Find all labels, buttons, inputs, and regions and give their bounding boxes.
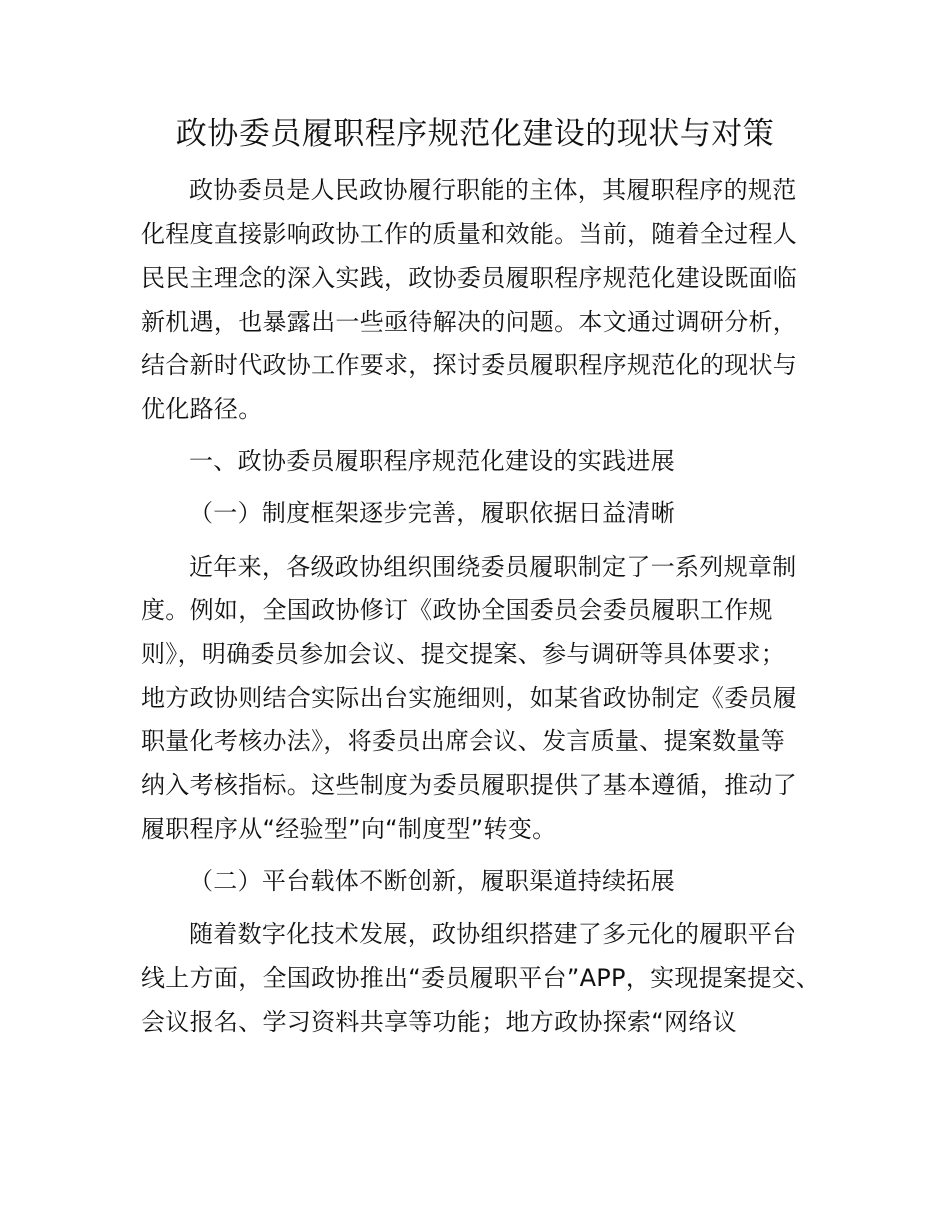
text-line: 民民主理念的深入实践，政协委员履职程序规范化建设既面临 — [141, 264, 798, 292]
subsection-heading: （二）平台载体不断创新，履职渠道持续拓展 — [189, 867, 675, 895]
document-title: 政协委员履职程序规范化建设的现状与对策 — [175, 116, 775, 152]
subsection-heading: （一）制度框架逐步完善，履职依据日益清晰 — [189, 499, 675, 527]
text-line: 会议报名、学习资料共享等功能；地方政协探索“网络议 — [141, 1008, 737, 1036]
text-line: 结合新时代政协工作要求，探讨委员履职程序规范化的现状与 — [141, 351, 798, 379]
text-line: 则》，明确委员参加会议、提交提案、参与调研等具体要求； — [141, 640, 786, 668]
text-line: 履职程序从“经验型”向“制度型”转变。 — [141, 815, 557, 843]
text-line: 优化路径。 — [141, 395, 263, 423]
text-line: 度。例如，全国政协修订《政协全国委员会委员履职工作规 — [141, 596, 773, 624]
text-line: 化程度直接影响政协工作的质量和效能。当前，随着全过程人 — [141, 220, 798, 248]
text-line: 纳入考核指标。这些制度为委员履职提供了基本遵循，推动了 — [141, 771, 798, 799]
text-line: 政协委员是人民政协履行职能的主体，其履职程序的规范 — [189, 176, 797, 204]
text-line: 线上方面，全国政协推出“委员履职平台”APP，实现提案提交、 — [141, 964, 821, 992]
text-line: 新机遇，也暴露出一些亟待解决的问题。本文通过调研分析， — [141, 308, 798, 336]
section-heading: 一、政协委员履职程序规范化建设的实践进展 — [189, 447, 675, 475]
text-line: 随着数字化技术发展，政协组织搭建了多元化的履职平台 — [189, 920, 797, 948]
text-line: 近年来，各级政协组织围绕委员履职制定了一系列规章制 — [189, 553, 797, 581]
text-line: 地方政协则结合实际出台实施细则，如某省政协制定《委员履 — [141, 684, 798, 712]
text-line: 职量化考核办法》，将委员出席会议、发言质量、提案数量等 — [141, 727, 786, 755]
